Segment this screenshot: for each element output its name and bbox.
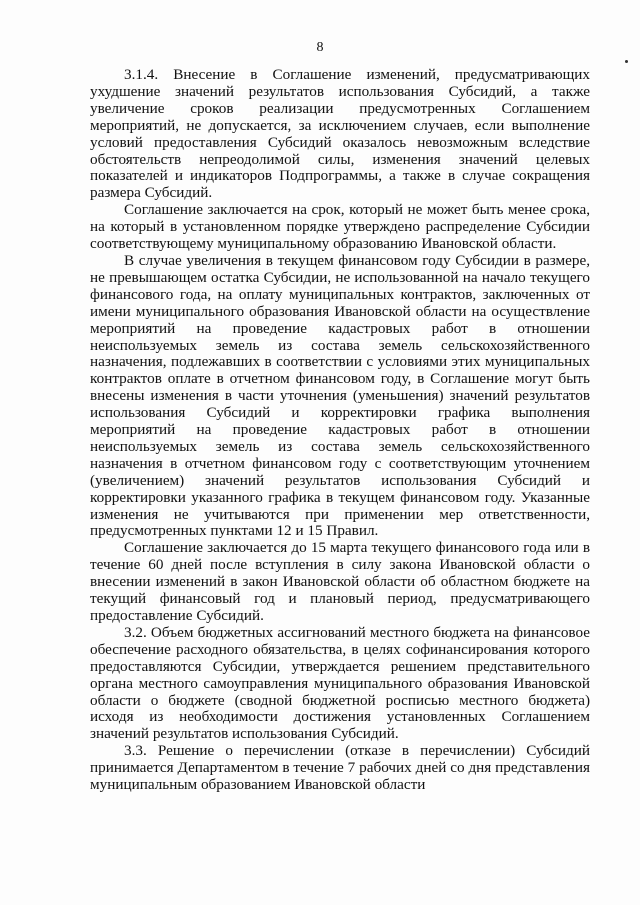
scan-mark: [625, 60, 628, 63]
page-number: 8: [316, 40, 324, 55]
paragraph-agreement-deadline: Соглашение заключается до 15 марта текущего финансового года или в течение 60 дней после вступления в силу закона Ивановской области о внесении изменений в закон Ивановской области об областном бюджете на текущий финансовый год и плановый период, предусматривающего предоставление Субсидий.: [90, 539, 590, 624]
paragraph-3-2: 3.2. Объем бюджетных ассигнований местного бюджета на финансовое обеспечение расходного обязательства, в целях софинансирования которого предоставляются Субсидии, утверждается решением представительного органа местного самоуправления муниципального образования Ивановской области о бюджете (сводной бюджетной росписью местного бюджета) исходя из необходимости достижения установленных Соглашением значений результатов использования Субсидий.: [90, 623, 590, 743]
body-text: [90, 67, 590, 794]
paragraph-3-1-4: 3.1.4. Внесение в Соглашение изменений, предусматривающих ухудшение значений результатов использования Субсидий, а также увеличение сроков реализации предусмотренных Соглашением мероприятий, не допускается, за исключением случаев, если выполнение условий предоставления Субсидий оказалось невозможным вследствие обстоятельств непреодолимой силы, изменения значений целевых показателей и индикаторов Подпрограммы, а также в случае сокращения размера Субсидий.: [90, 66, 590, 202]
paragraph-subsidy-increase: В случае увеличения в текущем финансовом году Субсидии в размере, не превышающем остатка Субсидии, не использованной на начало текущего финансового года, на оплату муниципальных контрактов, заключенных от имени муниципального образования Ивановской области на осуществление мероприятий на проведение кадастровых работ в отношении неиспользуемых земель из состава земель сельскохозяйственного назначения, подлежавших в соответствии с условиями этих муниципальных контрактов оплате в отчетном финансовом году, в Соглашение могут быть внесены изменения в части уточнения (уменьшения) значений результатов использования Субсидий и корректировки графика выполнения мероприятий на проведение кадастровых работ в отношении неиспользуемых земель из состава земель сельскохозяйственного назначения в отчетном финансовом году с соответствующим уточнением (увеличением) значений результатов использования Субсидий и корректировки указанного графика в текущем финансовом году. Указанные изменения не учитываются при применении мер ответственности, предусмотренных пунктами 12 и 15 Правил.: [90, 251, 590, 540]
paragraph-3-3: 3.3. Решение о перечислении (отказе в перечислении) Субсидий принимается Департаментом в течение 7 рабочих дней со дня представления муниципальным образованием Ивановской области: [90, 742, 590, 794]
paragraph-agreement-term: Соглашение заключается на срок, который не может быть менее срока, на который в установленном порядке утверждено распределение Субсидии соответствующему муниципальному образованию Ивановской области.: [90, 201, 590, 253]
